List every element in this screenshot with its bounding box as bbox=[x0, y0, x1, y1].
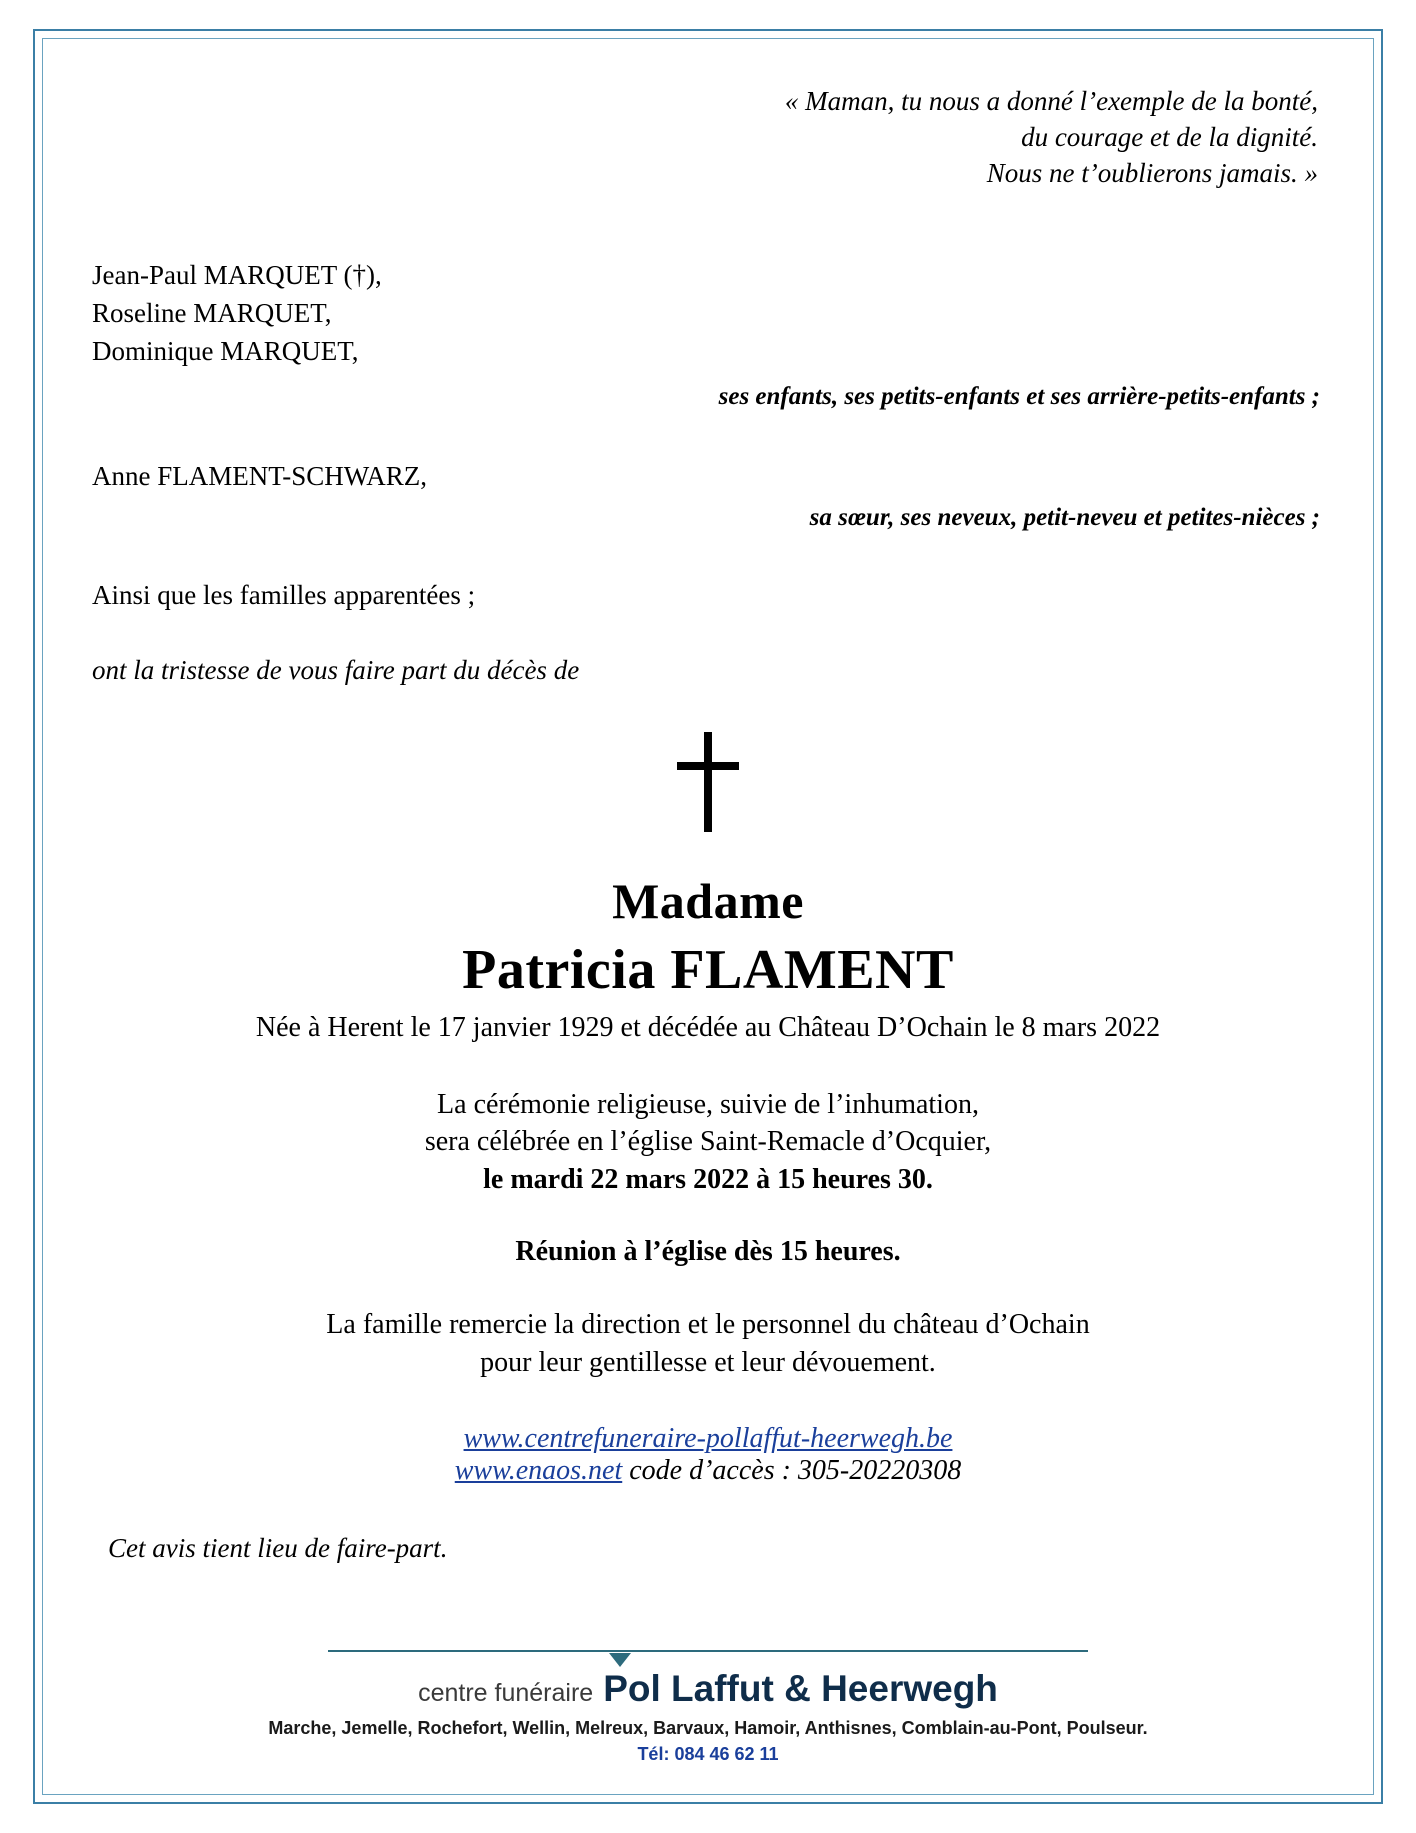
deceased-name: Patricia FLAMENT bbox=[462, 938, 954, 1001]
contact-phone: Tél: 084 46 62 11 bbox=[637, 1744, 779, 1764]
family-member-1: Jean-Paul MARQUET (†), bbox=[92, 259, 382, 290]
ceremony-line-1: La cérémonie religieuse, suivie de l’inhumation, bbox=[437, 1088, 979, 1120]
thanks-message bbox=[92, 1306, 1324, 1381]
web-links bbox=[92, 1423, 1324, 1487]
memorial-quote bbox=[92, 84, 1318, 192]
family-role-sister: sa sœur, ses neveux, petit-neveu et petites-nièces ; bbox=[809, 503, 1320, 531]
enaos-website-link[interactable]: www.enaos.net bbox=[454, 1455, 623, 1487]
access-code-text: code d’accès : 305-20220308 bbox=[622, 1455, 962, 1487]
christian-cross-icon bbox=[677, 732, 739, 832]
family-member-3: Dominique MARQUET, bbox=[92, 336, 359, 367]
deceased-title: Madame bbox=[612, 872, 804, 929]
footer-divider bbox=[328, 1650, 1088, 1652]
thanks-line-1: La famille remercie la direction et le personnel du château d’Ochain bbox=[326, 1309, 1090, 1341]
enaos-link-row[interactable] bbox=[92, 1455, 1324, 1487]
website-link-row[interactable] bbox=[92, 1423, 1324, 1455]
triangle-icon bbox=[609, 1653, 631, 1667]
birth-death-details: Née à Herent le 17 janvier 1929 et décédée au Château D’Ochain le 8 mars 2022 bbox=[255, 1011, 1161, 1043]
family-members-list bbox=[92, 256, 1324, 371]
logo-name bbox=[603, 1668, 998, 1710]
funeral-home-website-link[interactable]: www.centrefuneraire-pollaffut-heerwegh.be bbox=[463, 1423, 953, 1455]
announcement-text: ont la tristesse de vous faire part du décès de bbox=[92, 654, 580, 685]
related-families: Ainsi que les familles apparentées ; bbox=[92, 579, 476, 610]
logo-name-text: Pol Laffut & Heerwegh bbox=[603, 1668, 998, 1709]
ceremony-details bbox=[92, 1086, 1324, 1199]
funeral-home-logo bbox=[66, 1668, 1350, 1710]
thanks-line-2: pour leur gentillesse et leur dévouement. bbox=[480, 1346, 936, 1378]
family-member-4: Anne FLAMENT-SCHWARZ, bbox=[92, 460, 428, 491]
cross-horizontal-bar bbox=[677, 762, 739, 770]
notice-content bbox=[66, 50, 1350, 1783]
family-member-2: Roseline MARQUET, bbox=[92, 298, 332, 329]
ceremony-line-2: sera célébrée en l’église Saint-Remacle d’Ocquier, bbox=[424, 1126, 992, 1158]
quote-line-2: du courage et de la dignité. bbox=[1021, 121, 1318, 152]
quote-line-1: « Maman, tu nous a donné l’exemple de la bonté, bbox=[784, 86, 1318, 116]
footer-branding bbox=[66, 1650, 1350, 1765]
service-cities: Marche, Jemelle, Rochefort, Wellin, Melreux, Barvaux, Hamoir, Anthisnes, Comblain-au-Pont, Poulseur. bbox=[268, 1718, 1148, 1738]
logo-subtitle: centre funéraire bbox=[418, 1679, 594, 1707]
ceremony-datetime: le mardi 22 mars 2022 à 15 heures 30. bbox=[483, 1163, 933, 1195]
faire-part-notice: Cet avis tient lieu de faire-part. bbox=[108, 1533, 448, 1564]
cross-symbol-wrapper bbox=[92, 732, 1324, 836]
quote-line-3: Nous ne t’oublierons jamais. » bbox=[986, 157, 1318, 188]
cross-vertical-bar bbox=[704, 732, 712, 832]
family-role-children: ses enfants, ses petits-enfants et ses arrière-petits-enfants ; bbox=[718, 382, 1320, 410]
reunion-info: Réunion à l’église dès 15 heures. bbox=[515, 1236, 901, 1268]
